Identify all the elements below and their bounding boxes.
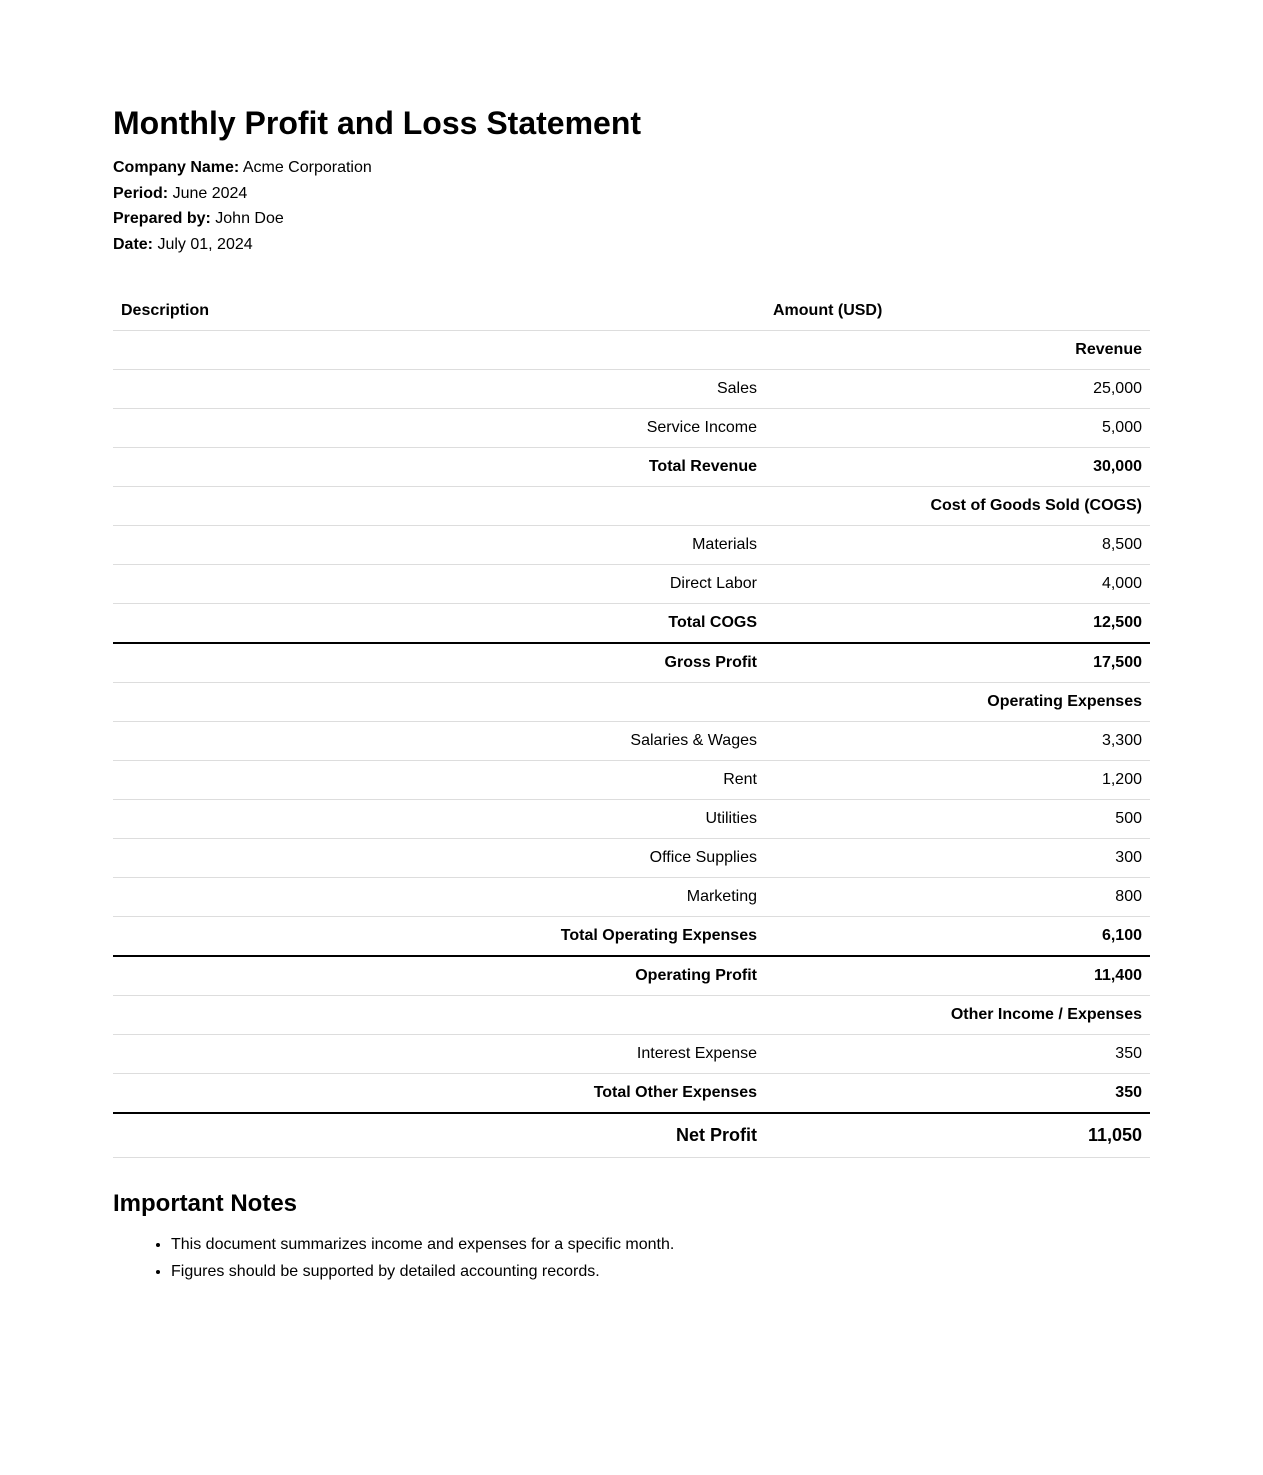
meta-prepared-by — [113, 209, 1150, 235]
table-row — [113, 839, 1150, 878]
notes-heading: Important Notes — [113, 1190, 298, 1217]
meta-prepared-label: Prepared by: — [113, 210, 211, 228]
row-amount: 6,100 — [765, 917, 1150, 957]
row-amount: 8,500 — [765, 526, 1150, 565]
total-row — [113, 448, 1150, 487]
total-row — [113, 917, 1150, 957]
row-amount: 500 — [765, 800, 1150, 839]
row-description — [113, 996, 765, 1035]
document — [113, 0, 1150, 1280]
total-row — [113, 604, 1150, 644]
meta-company-label: Company Name: — [113, 159, 240, 176]
row-amount: 17,500 — [765, 643, 1150, 683]
row-amount: 4,000 — [765, 565, 1150, 604]
section-heading: Cost of Goods Sold (COGS) — [765, 487, 1150, 526]
section-row — [113, 683, 1150, 722]
note-item: • Figures should be supported by detailed accounting records. — [171, 1262, 1150, 1281]
row-description: Total Revenue — [113, 448, 765, 487]
notes-section — [113, 1190, 1150, 1289]
document-meta — [113, 158, 1150, 261]
table-row — [113, 526, 1150, 565]
row-description: Marketing — [113, 878, 765, 917]
section-heading: Operating Expenses — [765, 683, 1150, 722]
row-description: Interest Expense — [113, 1035, 765, 1074]
row-description: Net Profit — [113, 1113, 765, 1158]
row-description: Rent — [113, 761, 765, 800]
meta-period — [113, 184, 1150, 210]
row-description: Total Operating Expenses — [113, 917, 765, 957]
table-body — [113, 331, 1150, 1158]
total-row — [113, 956, 1150, 996]
section-row — [113, 331, 1150, 370]
row-amount: 30,000 — [765, 448, 1150, 487]
table-row — [113, 800, 1150, 839]
row-amount: 5,000 — [765, 409, 1150, 448]
profit-loss-table — [113, 292, 1150, 1158]
section-row — [113, 487, 1150, 526]
row-description: Materials — [113, 526, 765, 565]
row-description: Utilities — [113, 800, 765, 839]
row-description: Total COGS — [113, 604, 765, 644]
row-description — [113, 331, 765, 370]
row-amount: 11,050 — [765, 1113, 1150, 1158]
meta-company — [113, 158, 1150, 184]
notes-list — [113, 1235, 1150, 1281]
section-heading: Revenue — [765, 331, 1150, 370]
section-row — [113, 996, 1150, 1035]
meta-date-label: Date: — [113, 236, 154, 254]
total-row — [113, 1074, 1150, 1114]
note-item: • This document summarizes income and expenses for a specific month. — [171, 1235, 1150, 1254]
meta-date-value: July 01, 2024 — [157, 236, 253, 254]
table-row — [113, 878, 1150, 917]
row-description: Service Income — [113, 409, 765, 448]
meta-period-value: June 2024 — [172, 184, 248, 202]
table-row — [113, 370, 1150, 409]
row-description: Gross Profit — [113, 643, 765, 683]
table-row — [113, 1035, 1150, 1074]
row-amount: 11,400 — [765, 956, 1150, 996]
section-heading: Other Income / Expenses — [765, 996, 1150, 1035]
meta-company-value: Acme Corporation — [242, 159, 372, 176]
meta-period-label: Period: — [113, 184, 169, 202]
meta-date — [113, 235, 1150, 261]
total-row — [113, 1113, 1150, 1158]
table-row — [113, 565, 1150, 604]
row-amount: 350 — [765, 1035, 1150, 1074]
column-header-amount: Amount (USD) — [765, 292, 1150, 331]
row-amount: 350 — [765, 1074, 1150, 1114]
row-amount: 300 — [765, 839, 1150, 878]
row-amount: 12,500 — [765, 604, 1150, 644]
row-amount: 1,200 — [765, 761, 1150, 800]
meta-prepared-value: John Doe — [215, 210, 284, 228]
row-description: Sales — [113, 370, 765, 409]
row-description: Salaries & Wages — [113, 722, 765, 761]
table-row — [113, 722, 1150, 761]
row-amount: 3,300 — [765, 722, 1150, 761]
row-amount: 800 — [765, 878, 1150, 917]
row-description — [113, 487, 765, 526]
row-description: Direct Labor — [113, 565, 765, 604]
table-row — [113, 409, 1150, 448]
page-title: Monthly Profit and Loss Statement — [113, 105, 642, 141]
table-header-row — [113, 292, 1150, 331]
row-description: Total Other Expenses — [113, 1074, 765, 1114]
table-row — [113, 761, 1150, 800]
row-description: Operating Profit — [113, 956, 765, 996]
row-description: Office Supplies — [113, 839, 765, 878]
row-amount: 25,000 — [765, 370, 1150, 409]
row-description — [113, 683, 765, 722]
total-row — [113, 643, 1150, 683]
column-header-description: Description — [113, 292, 765, 331]
